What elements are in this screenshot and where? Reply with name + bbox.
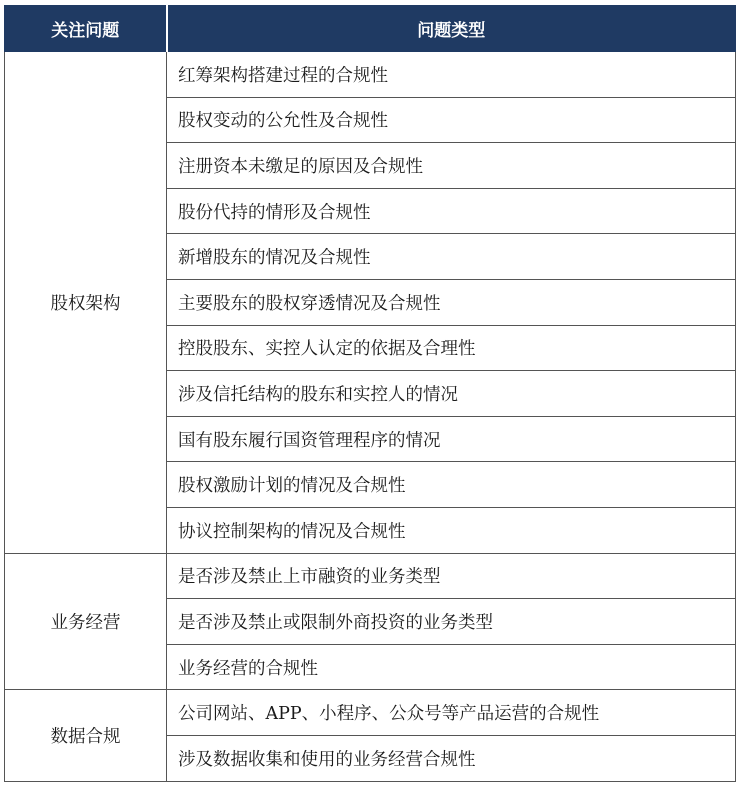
header-focus: 关注问题 bbox=[5, 6, 167, 52]
issue-type-cell: 是否涉及禁止或限制外商投资的业务类型 bbox=[167, 599, 736, 645]
issue-type-cell: 涉及信托结构的股东和实控人的情况 bbox=[167, 371, 736, 417]
compliance-issues-table bbox=[4, 5, 736, 782]
issue-type-cell: 新增股东的情况及合规性 bbox=[167, 234, 736, 280]
table-row bbox=[5, 553, 736, 599]
issue-type-cell: 股权激励计划的情况及合规性 bbox=[167, 462, 736, 508]
table-row bbox=[5, 52, 736, 98]
header-row bbox=[5, 6, 736, 52]
table-body bbox=[5, 52, 736, 782]
issue-type-cell: 股份代持的情形及合规性 bbox=[167, 188, 736, 234]
issue-type-cell: 红筹架构搭建过程的合规性 bbox=[167, 52, 736, 98]
table-row bbox=[5, 690, 736, 736]
category-cell: 股权架构 bbox=[5, 52, 167, 554]
category-cell: 数据合规 bbox=[5, 690, 167, 781]
issue-type-cell: 业务经营的合规性 bbox=[167, 644, 736, 690]
issue-type-cell: 是否涉及禁止上市融资的业务类型 bbox=[167, 553, 736, 599]
issue-type-cell: 国有股东履行国资管理程序的情况 bbox=[167, 416, 736, 462]
issue-type-cell: 控股股东、实控人认定的依据及合理性 bbox=[167, 325, 736, 371]
category-cell: 业务经营 bbox=[5, 553, 167, 690]
issue-type-cell: 公司网站、APP、小程序、公众号等产品运营的合规性 bbox=[167, 690, 736, 736]
issue-type-cell: 主要股东的股权穿透情况及合规性 bbox=[167, 279, 736, 325]
issue-type-cell: 涉及数据收集和使用的业务经营合规性 bbox=[167, 735, 736, 781]
issue-type-cell: 协议控制架构的情况及合规性 bbox=[167, 507, 736, 553]
issue-type-cell: 股权变动的公允性及合规性 bbox=[167, 97, 736, 143]
header-type: 问题类型 bbox=[167, 6, 736, 52]
issue-type-cell: 注册资本未缴足的原因及合规性 bbox=[167, 143, 736, 189]
